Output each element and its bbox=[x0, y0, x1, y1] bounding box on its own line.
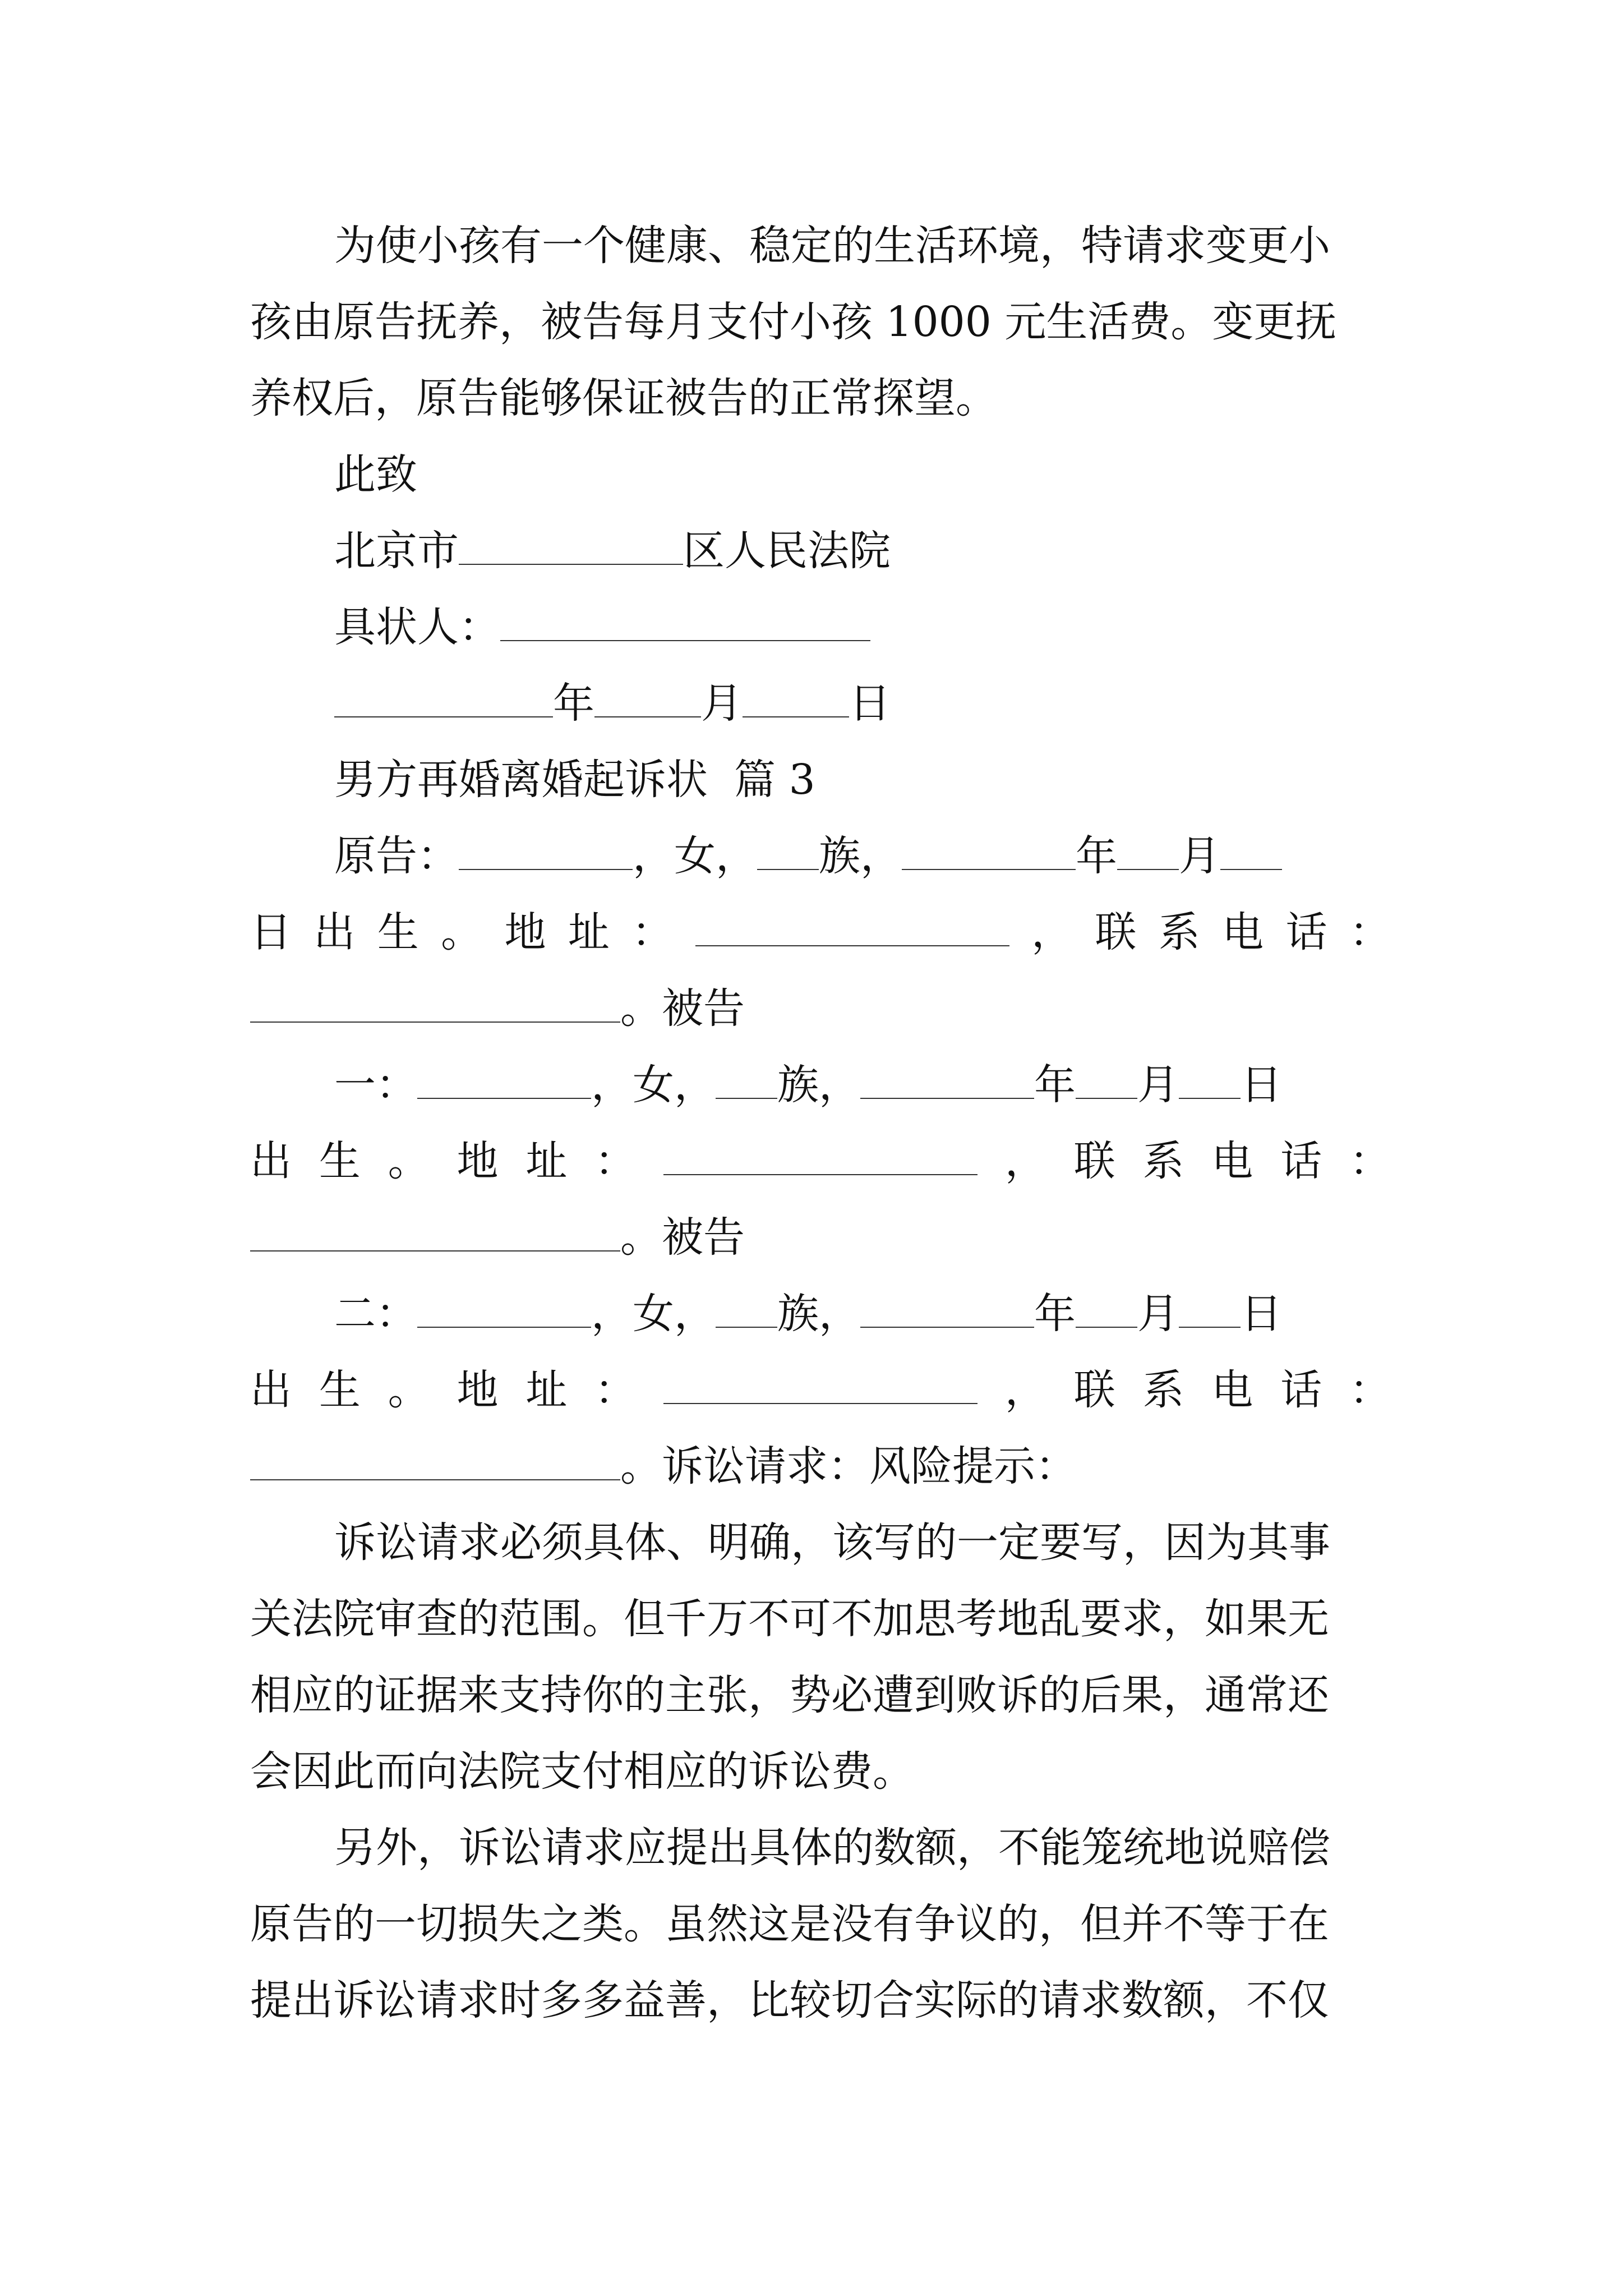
defendant-2-born-char: 生 bbox=[319, 1366, 361, 1414]
plaintiff-phone-char: 系 bbox=[1158, 908, 1200, 956]
defendant-1-year-blank bbox=[860, 1061, 1034, 1099]
defendant-1-day-blank bbox=[1179, 1061, 1241, 1099]
defendant-2-phone-char: 联 bbox=[1073, 1366, 1115, 1414]
defendant-1-name-blank bbox=[417, 1061, 591, 1099]
defendant-2-day-blank bbox=[1179, 1290, 1241, 1328]
plaintiff-phone-char: ， bbox=[1031, 908, 1073, 956]
defendant-1-phone-char: 话 bbox=[1280, 1137, 1322, 1185]
plaintiff-line-2 bbox=[250, 899, 1391, 966]
defendant-2-born-char: ： bbox=[594, 1366, 637, 1414]
plaintiff-year-blank bbox=[902, 832, 1076, 870]
paragraph-1-line-1: 为使小孩有一个健康、稳定的生活环境，特请求变更小 bbox=[334, 222, 1330, 270]
defendant-2-ethnic-label: 族， bbox=[777, 1290, 860, 1338]
date-day-blank bbox=[743, 679, 849, 717]
defendant-2-name-blank bbox=[417, 1290, 591, 1328]
defendant-1-month-blank bbox=[1076, 1061, 1137, 1099]
defendant-1-born-char: 出 bbox=[250, 1137, 292, 1185]
paragraph-2-line-1: 诉讼请求必须具体、明确，该写的一定要写，因为其事 bbox=[334, 1519, 1330, 1567]
defendant-2-month-label: 月 bbox=[1137, 1290, 1179, 1338]
paragraph-2-line-2: 关法院审查的范围。但千万不可不加思考地乱要求，如果无 bbox=[250, 1595, 1329, 1643]
defendant-1-address-blank bbox=[663, 1137, 978, 1175]
section-title: 男方再婚离婚起诉状 篇 3 bbox=[334, 756, 815, 804]
defendant-1-tail: 。被告 bbox=[620, 1213, 745, 1262]
defendant-2-line-2 bbox=[250, 1356, 1391, 1424]
defendant-1-born-char: 生 bbox=[319, 1137, 361, 1185]
paragraph-2-line-4: 会因此而向法院支付相应的诉讼费。 bbox=[250, 1747, 914, 1796]
defendant-2-born-char: 。 bbox=[388, 1366, 430, 1414]
plaintiff-tail: 。被告 bbox=[620, 984, 745, 1033]
defendant-1-phone-char: ， bbox=[1004, 1137, 1046, 1185]
plaintiff-born-char: 日 bbox=[250, 908, 292, 956]
defendant-1-line-2 bbox=[250, 1128, 1391, 1195]
defendant-2-phone-char: 电 bbox=[1211, 1366, 1253, 1414]
plaintiff-name-blank bbox=[459, 832, 633, 870]
defendant-1-sex: ，女， bbox=[591, 1061, 716, 1109]
defendant-2-born-char: 出 bbox=[250, 1366, 292, 1414]
defendant-2-sex: ，女， bbox=[591, 1290, 716, 1338]
defendant-2-phone-char: ， bbox=[1004, 1366, 1046, 1414]
defendant-2-month-blank bbox=[1076, 1290, 1137, 1328]
defendant-1-line-3 bbox=[250, 1204, 1391, 1271]
defendant-2-born-char: 地 bbox=[457, 1366, 499, 1414]
plaintiff-born-char: 。 bbox=[441, 908, 483, 956]
defendant-2-year-blank bbox=[860, 1290, 1034, 1328]
plaintiff-ethnic-label: 族， bbox=[819, 832, 902, 880]
defendant-1-month-label: 月 bbox=[1137, 1061, 1179, 1109]
plaintiff-phone-char: 联 bbox=[1095, 908, 1137, 956]
plaintiff-born-char: ： bbox=[631, 908, 674, 956]
plaintiff-phone-char: ： bbox=[1349, 908, 1391, 956]
paragraph-1-line-3: 养权后，原告能够保证被告的正常探望。 bbox=[250, 374, 997, 422]
defendant-2-line-1 bbox=[250, 1280, 1391, 1347]
plaintiff-phone-char: 话 bbox=[1285, 908, 1327, 956]
defendant-1-day-label: 日 bbox=[1241, 1061, 1282, 1109]
plaintiff-line-1 bbox=[250, 822, 1391, 890]
plaintiff-label: 原告： bbox=[334, 832, 459, 880]
date-month-label: 月 bbox=[701, 679, 743, 728]
defendant-2-phone-char: 话 bbox=[1280, 1366, 1322, 1414]
defendant-1-line-1 bbox=[250, 1051, 1391, 1119]
signer-blank bbox=[500, 603, 870, 641]
defendant-2-tail: 。诉讼请求：风险提示： bbox=[620, 1442, 1077, 1490]
defendant-2-born-char: 址 bbox=[525, 1366, 568, 1414]
plaintiff-day-blank bbox=[1220, 832, 1282, 870]
defendant-1-ethnic-label: 族， bbox=[777, 1061, 860, 1109]
defendant-2-label: 二： bbox=[334, 1290, 417, 1338]
plaintiff-born-char: 出 bbox=[313, 908, 356, 956]
defendant-2-day-label: 日 bbox=[1241, 1290, 1282, 1338]
court-line bbox=[250, 517, 1391, 585]
defendant-1-phone-char: 系 bbox=[1142, 1137, 1184, 1185]
plaintiff-phone-blank bbox=[250, 984, 620, 1023]
signer-label: 具状人： bbox=[334, 603, 500, 651]
plaintiff-year-label: 年 bbox=[1076, 832, 1117, 880]
salutation: 此致 bbox=[334, 450, 417, 499]
defendant-2-address-blank bbox=[663, 1366, 978, 1404]
plaintiff-month-label: 月 bbox=[1179, 832, 1220, 880]
defendant-1-phone-blank bbox=[250, 1213, 620, 1251]
paragraph-3-line-3: 提出诉讼请求时多多益善，比较切合实际的请求数额，不仅 bbox=[250, 1976, 1329, 2024]
defendant-1-phone-char: 电 bbox=[1211, 1137, 1253, 1185]
paragraph-2-line-3: 相应的证据来支持你的主张，势必遭到败诉的后果，通常还 bbox=[250, 1671, 1329, 1719]
defendant-1-year-label: 年 bbox=[1034, 1061, 1076, 1109]
defendant-1-phone-char: ： bbox=[1349, 1137, 1391, 1185]
date-month-blank bbox=[594, 679, 701, 717]
date-year-blank bbox=[334, 679, 553, 717]
plaintiff-born-char: 地 bbox=[504, 908, 546, 956]
plaintiff-born-char: 址 bbox=[568, 908, 610, 956]
defendant-2-phone-char: 系 bbox=[1142, 1366, 1184, 1414]
defendant-1-ethnic-blank bbox=[716, 1061, 777, 1099]
defendant-1-label: 一： bbox=[334, 1061, 417, 1109]
defendant-1-phone-char: 联 bbox=[1073, 1137, 1115, 1185]
court-prefix: 北京市 bbox=[334, 527, 459, 575]
plaintiff-born-char: 生 bbox=[377, 908, 419, 956]
date-year-label: 年 bbox=[553, 679, 594, 728]
plaintiff-month-blank bbox=[1117, 832, 1179, 870]
defendant-2-ethnic-blank bbox=[716, 1290, 777, 1328]
defendant-2-line-3 bbox=[250, 1433, 1391, 1500]
signer-line bbox=[250, 593, 1391, 661]
defendant-1-born-char: 。 bbox=[388, 1137, 430, 1185]
plaintiff-sex: ，女， bbox=[633, 832, 757, 880]
court-suffix: 区人民法院 bbox=[683, 527, 891, 575]
defendant-1-born-char: ： bbox=[594, 1137, 637, 1185]
paragraph-1-line-2: 孩由原告抚养，被告每月支付小孩 1000 元生活费。变更抚 bbox=[250, 298, 1337, 346]
paragraph-3-line-1: 另外，诉讼请求应提出具体的数额，不能笼统地说赔偿 bbox=[334, 1824, 1330, 1872]
defendant-2-phone-char: ： bbox=[1349, 1366, 1391, 1414]
defendant-2-phone-blank bbox=[250, 1442, 620, 1480]
date-line bbox=[250, 670, 1391, 737]
date-day-label: 日 bbox=[849, 679, 891, 728]
plaintiff-line-3 bbox=[250, 975, 1391, 1042]
plaintiff-ethnic-blank bbox=[757, 832, 819, 870]
plaintiff-address-blank bbox=[695, 908, 1009, 946]
defendant-1-born-char: 地 bbox=[457, 1137, 499, 1185]
defendant-1-born-char: 址 bbox=[525, 1137, 568, 1185]
paragraph-3-line-2: 原告的一切损失之类。虽然这是没有争议的，但并不等于在 bbox=[250, 1900, 1329, 1948]
defendant-2-year-label: 年 bbox=[1034, 1290, 1076, 1338]
plaintiff-phone-char: 电 bbox=[1222, 908, 1264, 956]
court-district-blank bbox=[459, 527, 683, 565]
